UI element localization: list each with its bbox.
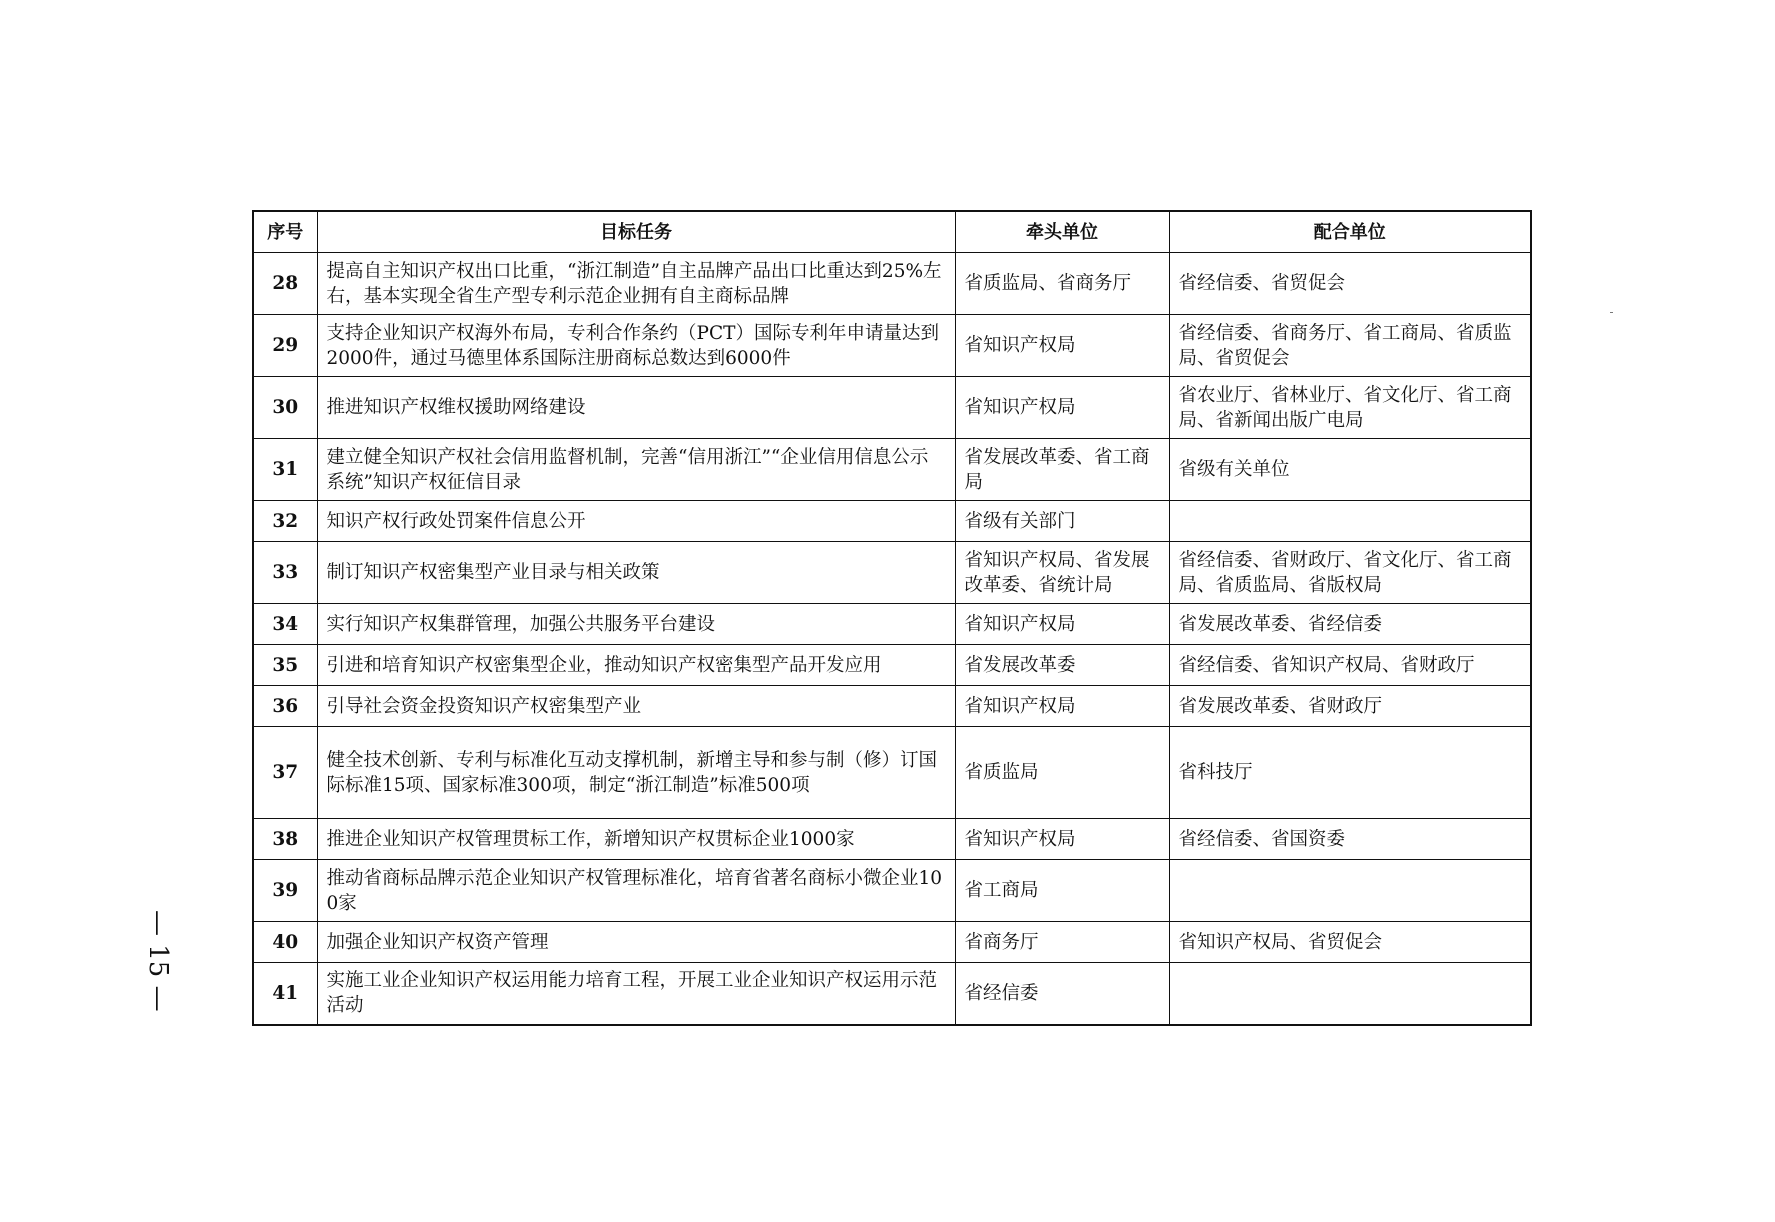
- cell-seq: 36: [253, 686, 317, 727]
- cell-coop: 省经信委、省财政厅、省文化厅、省工商局、省质监局、省版权局: [1169, 542, 1531, 604]
- cell-task: 建立健全知识产权社会信用监督机制，完善“信用浙江”“企业信用信息公示系统”知识产权征信目录: [317, 439, 955, 501]
- cell-seq: 38: [253, 819, 317, 860]
- cell-seq: 35: [253, 645, 317, 686]
- cell-task: 加强企业知识产权资产管理: [317, 922, 955, 963]
- cell-task: 制订知识产权密集型产业目录与相关政策: [317, 542, 955, 604]
- table-header-row: [253, 211, 1531, 253]
- cell-seq: 32: [253, 501, 317, 542]
- cell-seq: 34: [253, 604, 317, 645]
- cell-seq: 37: [253, 727, 317, 819]
- cell-coop: [1169, 860, 1531, 922]
- cell-coop: [1169, 963, 1531, 1025]
- cell-lead: 省知识产权局: [955, 377, 1169, 439]
- table-row: [253, 315, 1531, 377]
- cell-seq: 28: [253, 253, 317, 315]
- cell-coop: 省发展改革委、省财政厅: [1169, 686, 1531, 727]
- cell-coop: 省经信委、省国资委: [1169, 819, 1531, 860]
- cell-coop: 省级有关单位: [1169, 439, 1531, 501]
- table-row: [253, 542, 1531, 604]
- cell-coop: [1169, 501, 1531, 542]
- cell-lead: 省发展改革委、省工商局: [955, 439, 1169, 501]
- cell-lead: 省知识产权局: [955, 686, 1169, 727]
- cell-task: 推进企业知识产权管理贯标工作，新增知识产权贯标企业1000家: [317, 819, 955, 860]
- cell-lead: 省知识产权局: [955, 604, 1169, 645]
- cell-lead: 省质监局: [955, 727, 1169, 819]
- cell-lead: 省质监局、省商务厅: [955, 253, 1169, 315]
- header-lead: 牵头单位: [955, 211, 1169, 253]
- header-coop: 配合单位: [1169, 211, 1531, 253]
- cell-lead: 省发展改革委: [955, 645, 1169, 686]
- table-row: [253, 819, 1531, 860]
- header-task: 目标任务: [317, 211, 955, 253]
- table-row: [253, 439, 1531, 501]
- table-row: [253, 501, 1531, 542]
- table-row: [253, 860, 1531, 922]
- cell-coop: 省发展改革委、省经信委: [1169, 604, 1531, 645]
- cell-coop: 省知识产权局、省贸促会: [1169, 922, 1531, 963]
- cell-coop: 省农业厅、省林业厅、省文化厅、省工商局、省新闻出版广电局: [1169, 377, 1531, 439]
- cell-lead: 省知识产权局: [955, 819, 1169, 860]
- page-number: — 15 —: [143, 910, 173, 1012]
- cell-lead: 省知识产权局: [955, 315, 1169, 377]
- cell-task: 实行知识产权集群管理，加强公共服务平台建设: [317, 604, 955, 645]
- cell-seq: 31: [253, 439, 317, 501]
- table-row: [253, 727, 1531, 819]
- table-row: [253, 686, 1531, 727]
- cell-task: 支持企业知识产权海外布局，专利合作条约（PCT）国际专利年申请量达到2000件，通过马德里体系国际注册商标总数达到6000件: [317, 315, 955, 377]
- cell-coop: 省经信委、省商务厅、省工商局、省质监局、省贸促会: [1169, 315, 1531, 377]
- task-table: [252, 210, 1532, 1026]
- cell-seq: 30: [253, 377, 317, 439]
- cell-lead: 省级有关部门: [955, 501, 1169, 542]
- cell-coop: 省经信委、省贸促会: [1169, 253, 1531, 315]
- cell-task: 引导社会资金投资知识产权密集型产业: [317, 686, 955, 727]
- table-row: [253, 377, 1531, 439]
- cell-seq: 40: [253, 922, 317, 963]
- cell-seq: 33: [253, 542, 317, 604]
- cell-lead: 省商务厅: [955, 922, 1169, 963]
- scan-speck: [1610, 312, 1613, 313]
- table-row: [253, 604, 1531, 645]
- cell-task: 健全技术创新、专利与标准化互动支撑机制，新增主导和参与制（修）订国际标准15项、国家标准300项，制定“浙江制造”标准500项: [317, 727, 955, 819]
- cell-task: 引进和培育知识产权密集型企业，推动知识产权密集型产品开发应用: [317, 645, 955, 686]
- cell-task: 推进知识产权维权援助网络建设: [317, 377, 955, 439]
- cell-lead: 省工商局: [955, 860, 1169, 922]
- table-row: [253, 963, 1531, 1025]
- cell-coop: 省科技厅: [1169, 727, 1531, 819]
- cell-task: 实施工业企业知识产权运用能力培育工程，开展工业企业知识产权运用示范活动: [317, 963, 955, 1025]
- cell-lead: 省经信委: [955, 963, 1169, 1025]
- cell-lead: 省知识产权局、省发展改革委、省统计局: [955, 542, 1169, 604]
- table-row: [253, 645, 1531, 686]
- cell-coop: 省经信委、省知识产权局、省财政厅: [1169, 645, 1531, 686]
- cell-seq: 39: [253, 860, 317, 922]
- cell-task: 推动省商标品牌示范企业知识产权管理标准化，培育省著名商标小微企业100家: [317, 860, 955, 922]
- header-seq: 序号: [253, 211, 317, 253]
- cell-seq: 29: [253, 315, 317, 377]
- cell-task: 知识产权行政处罚案件信息公开: [317, 501, 955, 542]
- cell-seq: 41: [253, 963, 317, 1025]
- table-row: [253, 253, 1531, 315]
- table-row: [253, 922, 1531, 963]
- cell-task: 提高自主知识产权出口比重，“浙江制造”自主品牌产品出口比重达到25%左右，基本实现全省生产型专利示范企业拥有自主商标品牌: [317, 253, 955, 315]
